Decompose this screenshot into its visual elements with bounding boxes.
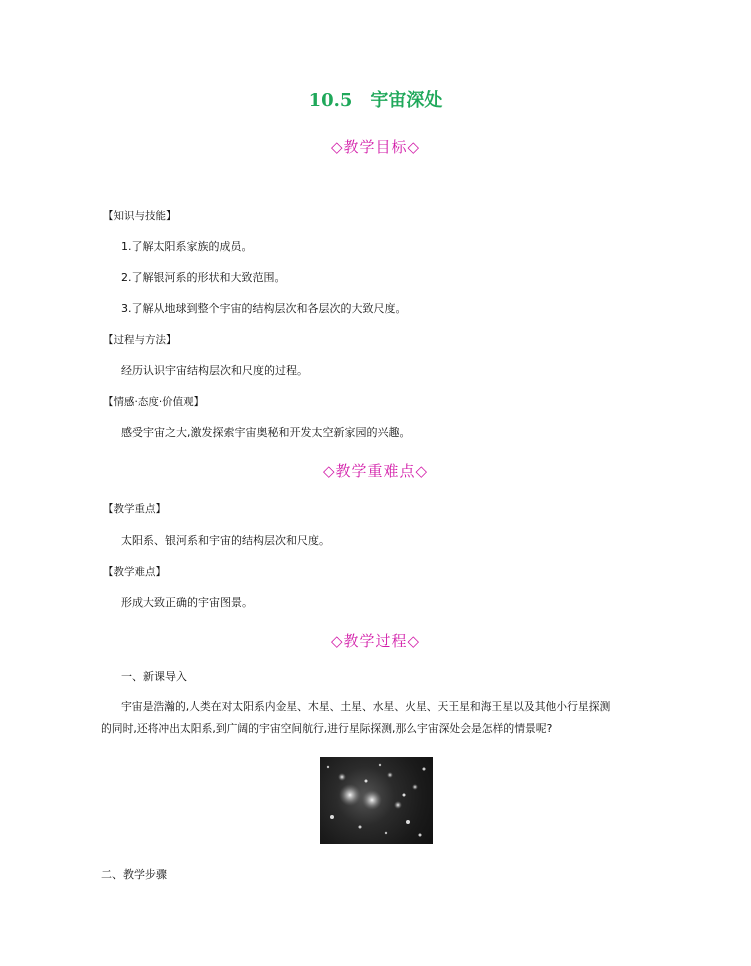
page-title: 10.5 宇宙深处 [308,90,443,111]
emotion-text: 感受宇宙之大,激发探索宇宙奥秘和开发太空新家园的兴趣。 [121,426,411,439]
knowledge-item: 3.了解从地球到整个宇宙的结构层次和各层次的大致尺度。 [121,302,407,315]
step1-paragraph-line: 的同时,还将冲出太阳系,到广阔的宇宙空间航行,进行星际探测,那么宇宙深处会是怎样的情景呢? [101,722,553,735]
difficulty-text: 形成大致正确的宇宙图景。 [121,596,253,609]
process-method-text: 经历认识宇宙结构层次和尺度的过程。 [121,364,308,377]
step1-paragraph-line: 宇宙是浩瀚的,人类在对太阳系内金星、木星、土星、水星、火星、天王星和海王星以及其他小行星探测 [121,700,611,713]
knowledge-label: 【知识与技能】 [103,210,177,222]
galaxy-cluster-image [320,757,433,844]
emotion-label: 【情感·态度·价值观】 [103,396,205,408]
step1-heading: 一、新课导入 [121,670,187,683]
focus-text: 太阳系、银河系和宇宙的结构层次和尺度。 [121,534,330,547]
difficulty-label: 【教学难点】 [103,566,166,578]
section-heading-key-points: ◇教学重难点◇ [322,462,429,480]
section-heading-process: ◇教学过程◇ [330,632,421,650]
focus-label: 【教学重点】 [103,503,166,515]
section-heading-objectives: ◇教学目标◇ [330,138,421,156]
process-method-label: 【过程与方法】 [103,334,177,346]
knowledge-item: 1.了解太阳系家族的成员。 [121,240,253,253]
step2-heading: 二、教学步骤 [101,868,167,881]
knowledge-item: 2.了解银河系的形状和大致范围。 [121,271,286,284]
